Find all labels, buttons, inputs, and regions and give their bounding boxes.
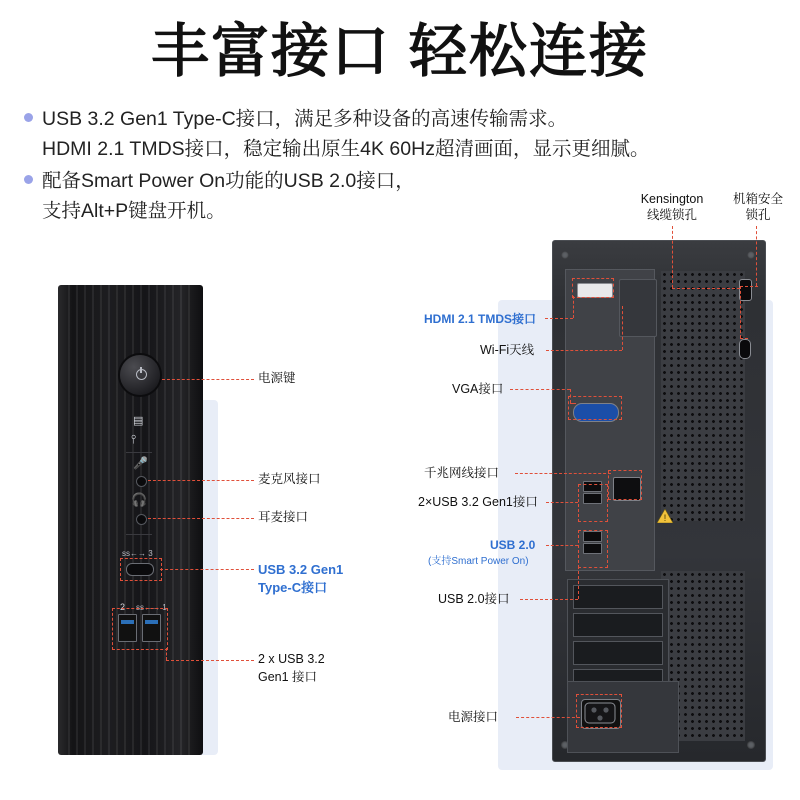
network-indicator-icon: ⫯ bbox=[131, 432, 137, 446]
usb-c-highlight bbox=[120, 558, 162, 581]
connector-usbc bbox=[160, 569, 254, 570]
microphone-icon: 🎤 bbox=[133, 456, 148, 470]
label-ethernet: 千兆网线接口 bbox=[424, 466, 500, 480]
desktop-front-view bbox=[58, 285, 203, 755]
usb-a-group-highlight bbox=[112, 608, 168, 650]
connector-usb-a bbox=[166, 660, 254, 661]
bullet-dot-icon bbox=[24, 175, 33, 184]
wifi-antenna-block bbox=[619, 279, 657, 337]
label-wifi: Wi-Fi天线 bbox=[480, 343, 535, 357]
label-kensington-line1: Kensington bbox=[640, 192, 704, 206]
label-usb20-sub: (支持Smart Power On) bbox=[428, 556, 529, 567]
connector-headset bbox=[148, 518, 254, 519]
usb-c-port-mark: ss←→ 3 bbox=[122, 549, 153, 558]
label-headset: 耳麦接口 bbox=[258, 510, 309, 524]
label-usb32-rear: 2×USB 3.2 Gen1接口 bbox=[418, 495, 538, 509]
label-microphone: 麦克风接口 bbox=[258, 472, 321, 486]
power-icon bbox=[136, 369, 147, 380]
label-hdmi: HDMI 2.1 TMDS接口 bbox=[424, 312, 537, 326]
label-usb20-title: USB 2.0 bbox=[490, 538, 536, 552]
bullet-dot-icon bbox=[24, 113, 33, 122]
label-case-lock-line2: 锁孔 bbox=[745, 208, 771, 222]
label-kensington-line2: 线缆锁孔 bbox=[646, 208, 697, 222]
bullet-item-1 bbox=[24, 104, 794, 164]
label-usb-c-line1: USB 3.2 Gen1 bbox=[258, 562, 344, 577]
label-usb-a-line1: 2 x USB 3.2 bbox=[258, 652, 325, 666]
bullet-1-line-1: USB 3.2 Gen1 Type-C接口，满足多种设备的高速传输需求。 bbox=[42, 108, 568, 130]
label-usb20-port: USB 2.0接口 bbox=[438, 592, 510, 606]
connector-power bbox=[162, 379, 254, 380]
svg-text:!: ! bbox=[663, 513, 667, 523]
label-power-input: 电源接口 bbox=[448, 710, 499, 724]
hdd-indicator-icon: ▤ bbox=[133, 415, 144, 427]
headset-icon: 🎧 bbox=[131, 492, 148, 507]
case-security-lock-hole bbox=[739, 339, 751, 359]
bullet-2-line-1: 配备Smart Power On功能的USB 2.0接口， bbox=[42, 170, 415, 192]
label-usb-a-line2: Gen1 接口 bbox=[258, 670, 318, 684]
label-case-lock-line1: 机箱安全 bbox=[732, 192, 783, 206]
connector-mic bbox=[148, 480, 254, 481]
microphone-jack[interactable] bbox=[136, 476, 147, 487]
expansion-slot-3 bbox=[573, 641, 663, 665]
label-vga: VGA接口 bbox=[452, 382, 504, 396]
bullet-1-line-2: HDMI 2.1 TMDS接口，稳定输出原生4K 60Hz超清画面，显示更细腻。 bbox=[42, 138, 650, 160]
bullet-2-line-2: 支持Alt+P键盘开机。 bbox=[42, 200, 226, 222]
expansion-slot-2 bbox=[573, 613, 663, 637]
label-usb-c-line2: Type-C接口 bbox=[258, 580, 328, 595]
page-title: 丰富接口 轻松连接 bbox=[150, 19, 650, 84]
expansion-slot-1 bbox=[573, 585, 663, 609]
warning-icon bbox=[657, 509, 673, 523]
usb2-port-mark: 2 bbox=[120, 602, 126, 612]
headset-jack[interactable] bbox=[136, 514, 147, 525]
label-power-button: 电源键 bbox=[258, 371, 296, 385]
usb1-port-mark: ss←→ 1 bbox=[136, 603, 167, 612]
